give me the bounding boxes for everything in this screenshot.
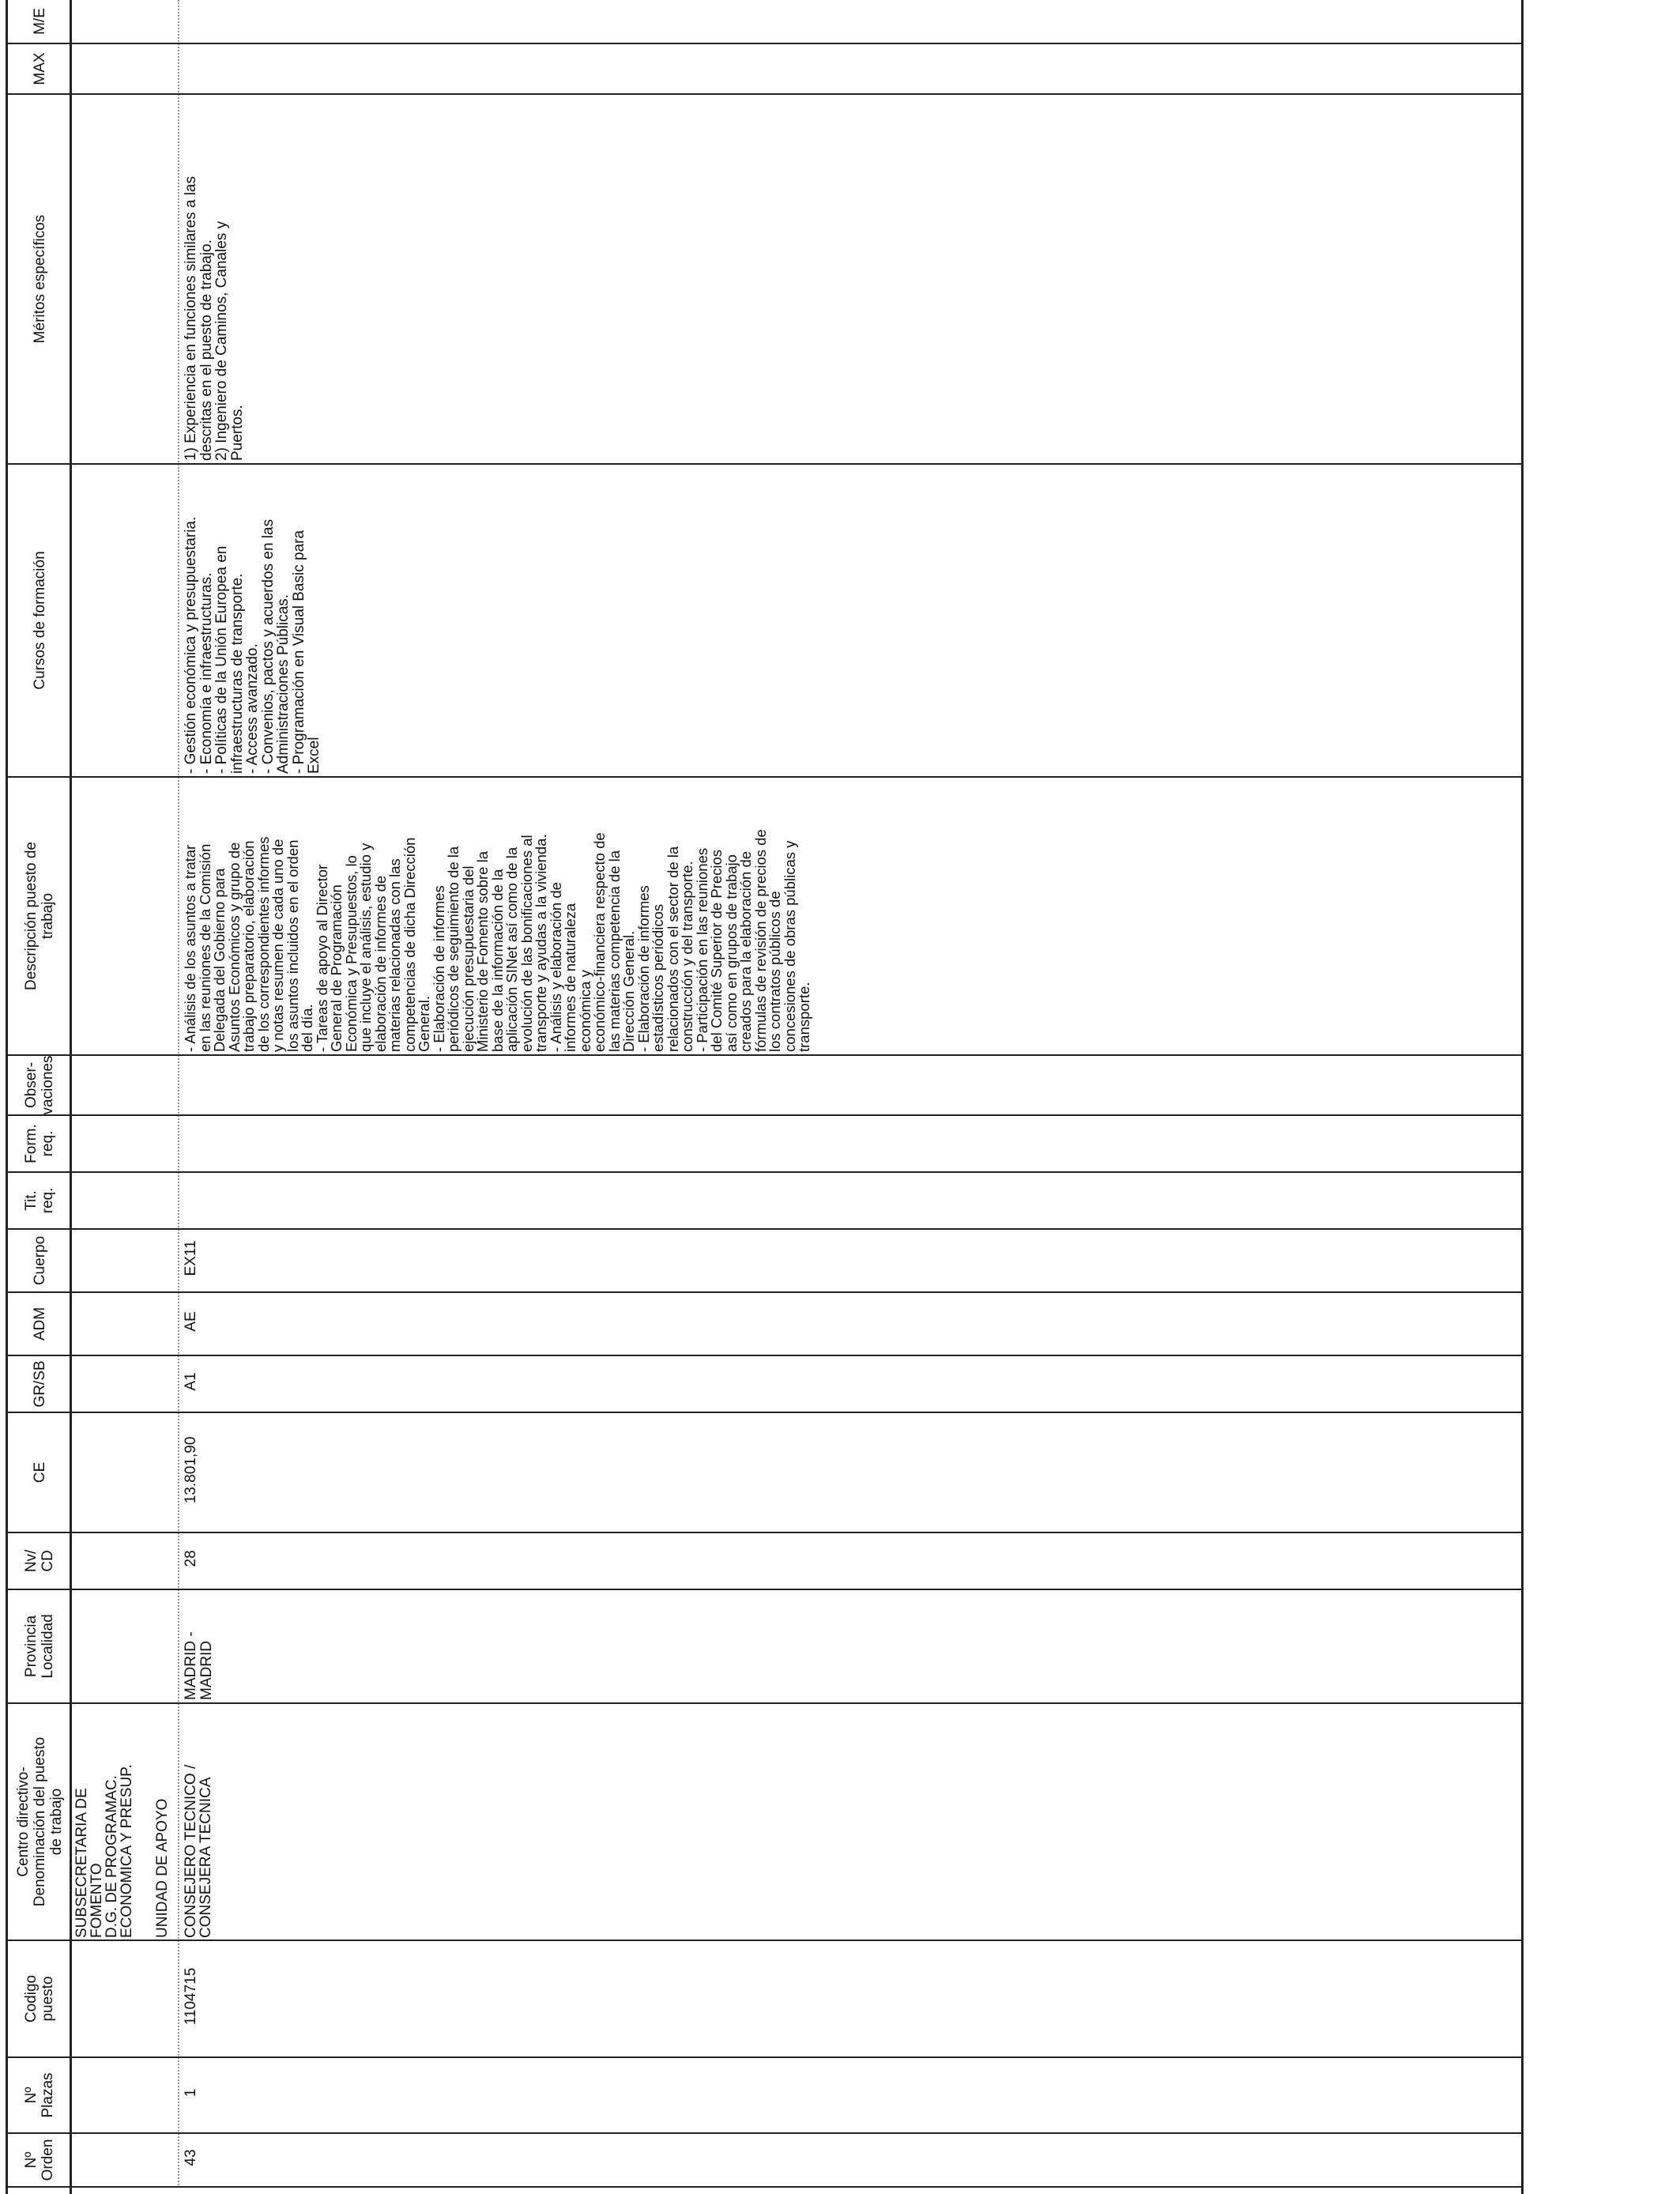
header-descripcion-puesto: Descripción puesto de trabajo [23, 842, 56, 990]
column-divider [6, 1589, 1524, 1590]
cell-descripcion-puesto: - Análisis de los asuntos a tratar en las reuniones de la Comisión Delegada del Gobierno para Asuntos Económicos y grupo de trabajo preparatorio, elaboración de los correspondientes informes y notas resumen de cada uno de los asuntos incluidos en el orden del día. - Tareas de apoyo al Director General de Programación Económica y Presupuestos, lo que incluye el análisis, estudio y elaboración de informes de materias relacionadas con las competencias de dicha Dirección General. - Elaboración de informes periódicos de seguimiento de la ejecución presupuestaria del Ministerio de Fomento sobre la base de la información de la aplicación SINet así como de la evolución de las bonificaciones al transporte y ayudas a la vivienda. - Análisis y elaboración de informes de naturaleza económica y económico-financiera respecto de las materias competencia de la Dirección General. - Elaboración de informes estadísticos periódicos relacionados con el sector de la construcción y del transporte. - Participación en las reuniones del Comité Superior de Precios así como en grupos de trabajo creados para la elaboración de fórmulas de revisión de precios de los contratos públicos de concesiones de obras públicas y transporte. [182, 829, 812, 1052]
cell-codigo-puesto: 1104715 [183, 1967, 199, 2026]
header-bottom-rule [70, 0, 72, 2194]
header-cursos-formacion: Cursos de formación [31, 551, 48, 690]
cell-nivel-cd: 28 [183, 1550, 199, 1567]
column-divider [6, 1114, 1524, 1116]
header-formacion-requerida: Form. req. [23, 1124, 56, 1163]
column-divider [6, 1054, 1524, 1056]
cell-orden: 43 [183, 2149, 199, 2166]
cell-grupo-subgrupo: A1 [183, 1372, 199, 1391]
column-divider [6, 1532, 1524, 1533]
column-divider [6, 1940, 1524, 1941]
table-top-rule [6, 0, 8, 2194]
table-bottom-rule [1521, 0, 1524, 2194]
column-divider [6, 1412, 1524, 1413]
cell-cuerpo: EX11 [183, 1240, 199, 1276]
header-centro-directivo: Centro directivo- Denominación del puesto de trabajo [14, 1736, 65, 1907]
header-nivel-cd: Nv/ CD [23, 1549, 56, 1573]
cell-centro-unidad: UNIDAD DE APOYO [154, 1798, 171, 1938]
cell-adm: AE [183, 1311, 199, 1332]
cell-provincia-localidad: MADRID - MADRID [183, 1631, 215, 1700]
cell-centro-organismo: SUBSECRETARIA DE FOMENTO D.G. DE PROGRAMAC. ECONOMICA Y PRESUP. [73, 1764, 135, 1938]
header-max: MAX [31, 52, 48, 85]
column-divider [6, 1702, 1524, 1704]
header-observaciones: Obser- vaciones [23, 1055, 56, 1115]
column-divider [6, 1228, 1524, 1230]
header-plazas: Nº Plazas [23, 2072, 56, 2118]
cell-plazas: 1 [183, 2088, 199, 2098]
header-titulacion-requerida: Tit. req. [23, 1187, 56, 1214]
column-divider [6, 43, 1524, 44]
column-divider [6, 2132, 1524, 2134]
header-orden: Nº Orden [23, 2139, 56, 2181]
header-ce: CE [31, 1461, 48, 1483]
row-separator [178, 0, 179, 2188]
column-divider [6, 1291, 1524, 1293]
column-divider [6, 2186, 1524, 2188]
header-me: M/E [31, 8, 48, 35]
column-divider [6, 2056, 1524, 2058]
cell-ce: 13.801,90 [183, 1436, 199, 1504]
header-codigo-puesto: Codigo puesto [23, 1974, 56, 2023]
cell-meritos-especificos: 1) Experiencia en funciones similares a las descritas en el puesto de trabajo. 2) Ingeniero de Caminos, Canales y Puertos. [183, 175, 246, 461]
header-adm: ADM [31, 1306, 48, 1341]
cell-centro-puesto: CONSEJERO TECNICO / CONSEJERA TECNICA [183, 1764, 214, 1938]
column-divider [6, 1355, 1524, 1356]
cell-cursos-formacion: - Gestión económica y presupuestaria. - Economía e infraestructuras. - Políticas de la Unión Europea en infraestructuras de transporte. - Access avanzado. - Convenios, pactos y acuerdos en las Administraciones Públicas. - Programación en Visual Basic para Excel [183, 516, 322, 774]
header-cuerpo: Cuerpo [31, 1235, 48, 1286]
header-provincia-localidad: Provincia Localidad [23, 1614, 56, 1679]
header-grupo-subgrupo: GR/SB [31, 1360, 48, 1408]
header-meritos-especificos: Méritos específicos [31, 214, 48, 344]
column-divider [6, 1171, 1524, 1173]
